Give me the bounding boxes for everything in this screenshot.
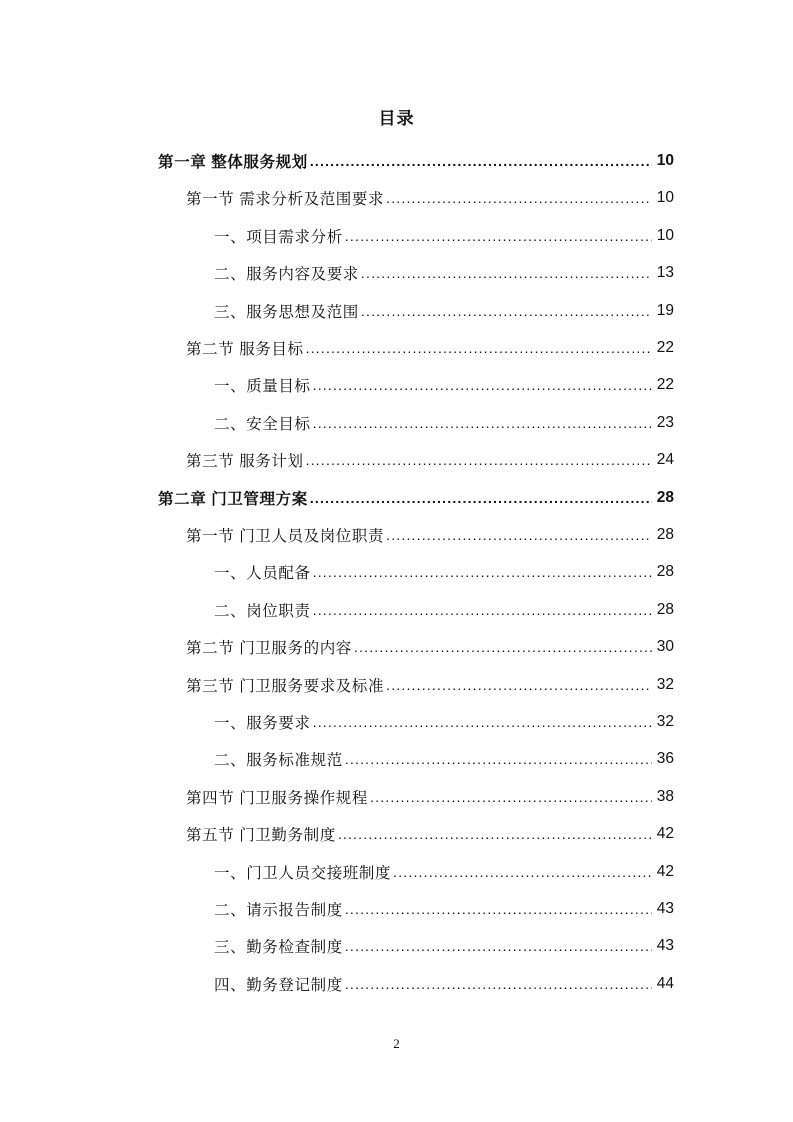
toc-entry[interactable] xyxy=(158,145,674,177)
toc-entry-page: 44 xyxy=(656,974,674,992)
toc-entry-page: 19 xyxy=(656,301,674,319)
toc-entry[interactable] xyxy=(214,856,674,888)
toc-entry-label: 第三节 服务计划 xyxy=(186,453,304,471)
toc-entry[interactable] xyxy=(186,332,674,364)
toc-entry-page: 28 xyxy=(656,600,674,618)
toc-entry[interactable] xyxy=(214,930,674,962)
toc-entry[interactable] xyxy=(214,594,674,626)
dot-leader xyxy=(310,482,652,514)
toc-entry-page: 28 xyxy=(656,488,674,506)
toc-entry-page: 10 xyxy=(656,226,674,244)
toc-entry-page: 22 xyxy=(656,339,674,356)
toc-entry-label: 第二节 门卫服务的内容 xyxy=(186,640,352,658)
toc-entry-label: 第一章 整体服务规划 xyxy=(158,154,308,171)
toc-entry[interactable] xyxy=(214,220,674,252)
toc-entry-page: 10 xyxy=(656,189,674,207)
toc-entry-label: 第一节 需求分析及范围要求 xyxy=(186,191,385,209)
toc-entry-page: 13 xyxy=(656,264,674,282)
dot-leader xyxy=(313,594,652,626)
toc-entry-label: 三、服务思想及范围 xyxy=(214,303,359,321)
dot-leader xyxy=(354,631,652,663)
toc-entry-label: 三、勤务检查制度 xyxy=(214,939,343,957)
toc-entry[interactable] xyxy=(214,369,674,401)
toc-entry-label: 第一节 门卫人员及岗位职责 xyxy=(186,528,385,545)
toc-entry-page: 42 xyxy=(656,825,674,843)
toc-entry-label: 一、项目需求分析 xyxy=(214,228,343,246)
toc-entry[interactable] xyxy=(186,781,674,813)
dot-leader xyxy=(313,706,652,738)
dot-leader xyxy=(345,930,652,962)
toc-entry-label: 二、服务标准规范 xyxy=(214,752,343,770)
toc-entry[interactable] xyxy=(186,182,674,214)
toc-entry[interactable] xyxy=(186,818,674,850)
toc-entry-label: 二、岗位职责 xyxy=(214,602,311,620)
toc-entry-label: 第四节 门卫服务操作规程 xyxy=(186,789,369,807)
toc-entry[interactable] xyxy=(186,444,674,476)
toc-entry[interactable] xyxy=(214,893,674,925)
toc-entry-label: 二、请示报告制度 xyxy=(214,902,343,919)
toc-entry-page: 28 xyxy=(656,563,674,581)
toc-entry[interactable] xyxy=(186,631,674,663)
toc-entry-page: 24 xyxy=(656,451,674,469)
dot-leader xyxy=(345,968,652,1000)
toc-entry-label: 一、服务要求 xyxy=(214,715,311,732)
dot-leader xyxy=(386,519,652,551)
dot-leader xyxy=(313,369,652,401)
page-number: 2 xyxy=(393,1036,400,1051)
toc-entry-page: 10 xyxy=(656,152,674,169)
toc-entry-label: 第二章 门卫管理方案 xyxy=(158,490,308,508)
toc-entry[interactable] xyxy=(158,482,674,514)
toc-entry[interactable] xyxy=(214,295,674,327)
toc-entry-page: 30 xyxy=(656,638,674,656)
toc-entry-page: 36 xyxy=(656,750,674,768)
toc-entry[interactable] xyxy=(214,556,674,588)
toc-entry-label: 第三节 门卫服务要求及标准 xyxy=(186,677,385,695)
toc-entry-label: 第五节 门卫勤务制度 xyxy=(186,827,336,845)
toc-entry[interactable] xyxy=(214,257,674,289)
toc-entry-page: 32 xyxy=(656,675,674,693)
dot-leader xyxy=(313,556,652,588)
toc-entry-label: 二、安全目标 xyxy=(214,415,311,433)
toc-entry-page: 43 xyxy=(656,900,674,917)
toc-entry-label: 二、服务内容及要求 xyxy=(214,266,359,284)
toc-entry-page: 28 xyxy=(656,526,674,543)
toc-entry-page: 42 xyxy=(656,862,674,880)
dot-leader xyxy=(345,220,652,252)
toc-entry-label: 一、人员配备 xyxy=(214,565,311,583)
toc-entry[interactable] xyxy=(214,706,674,738)
toc-entry-label: 第二节 服务目标 xyxy=(186,341,304,358)
dot-leader xyxy=(338,818,652,850)
toc-entry[interactable] xyxy=(214,407,674,439)
toc-title: 目录 xyxy=(378,109,415,128)
dot-leader xyxy=(393,856,652,888)
toc-entry-label: 一、质量目标 xyxy=(214,378,311,396)
toc-entry-page: 22 xyxy=(656,376,674,394)
dot-leader xyxy=(313,407,652,439)
dot-leader xyxy=(370,781,652,813)
dot-leader xyxy=(345,743,652,775)
toc-entry[interactable] xyxy=(214,743,674,775)
dot-leader xyxy=(345,893,652,925)
toc-entry-page: 38 xyxy=(656,787,674,805)
toc-entry[interactable] xyxy=(186,669,674,701)
toc-entry-page: 43 xyxy=(656,937,674,955)
dot-leader xyxy=(361,257,652,289)
dot-leader xyxy=(386,669,652,701)
dot-leader xyxy=(310,145,652,177)
toc-entry-label: 一、门卫人员交接班制度 xyxy=(214,864,392,882)
dot-leader xyxy=(386,182,652,214)
toc-entry-page: 23 xyxy=(656,413,674,431)
toc-entry[interactable] xyxy=(214,968,674,1000)
toc-entry[interactable] xyxy=(186,519,674,551)
dot-leader xyxy=(361,295,652,327)
dot-leader xyxy=(306,444,652,476)
toc-entry-page: 32 xyxy=(656,713,674,730)
toc-entry-label: 四、勤务登记制度 xyxy=(214,976,343,994)
dot-leader xyxy=(306,332,652,364)
